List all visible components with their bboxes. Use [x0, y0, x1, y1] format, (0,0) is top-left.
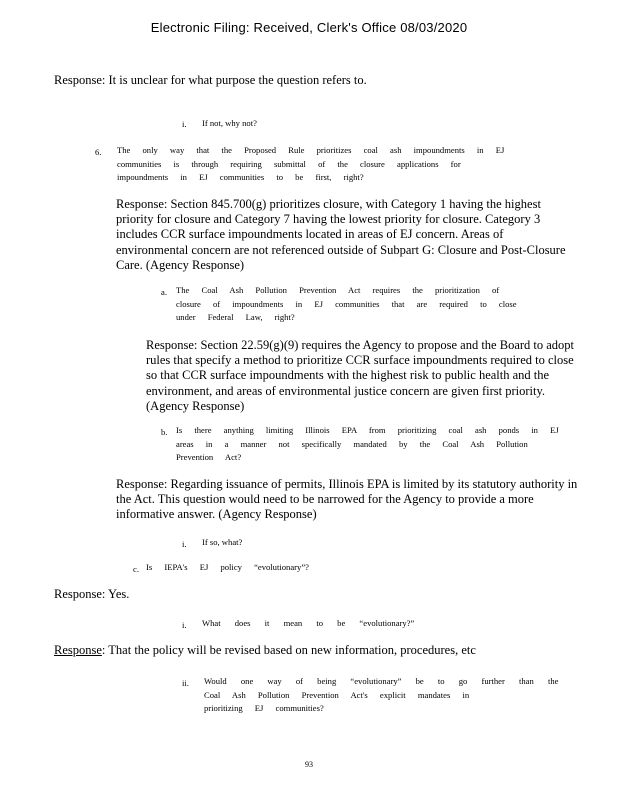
list-marker-i-2: i. [182, 539, 187, 549]
question-a-marker: a. [161, 287, 167, 297]
list-marker-ii: ii. [182, 678, 189, 688]
list-marker-i-3: i. [182, 620, 187, 630]
question-c: Is IEPA's EJ policy “evolutionary”? [146, 562, 309, 572]
question-b: Is there anything limiting Illinois EPA from prioritizing coal ash ponds in EJ areas in a manner not specifically mandated by the Coal Ash Pollution Prevention Act? [176, 425, 559, 462]
question-b-marker: b. [161, 427, 168, 437]
question-if-so: If so, what? [202, 537, 243, 547]
response-purpose: Response: It is unclear for what purpose the question refers to. [54, 73, 367, 87]
filing-header: Electronic Filing: Received, Clerk's Office 08/03/2020 [150, 20, 468, 35]
question-evolutionary-meaning: What does it mean to be “evolutionary?” [202, 618, 415, 628]
response-label: Response [54, 643, 102, 657]
response-yes: Response: Yes. [54, 587, 130, 601]
page-number: 93 [305, 760, 313, 769]
response-section-845: Response: Section 845.700(g) prioritizes closure, with Category 1 having the highest priority for closure and Category 7 having the lowest priority for closure. Category 3 includes CCR surface impoundments located in areas of EJ concern. Areas of environmental concern are not referenced outside of Subpart G: Closure and Post-Closure Care. (Agency Response) [116, 197, 566, 272]
response-revised-text: : That the policy will be revised based on new information, procedures, etc [101, 643, 476, 657]
question-6: The only way that the Proposed Rule prioritizes coal ash impoundments in EJ communities is through requiring submittal of the closure applications for impoundments in EJ communities to be first, right? [117, 145, 505, 182]
list-marker-i: i. [182, 119, 187, 129]
question-ii: Would one way of being “evolutionary” be to go further than the Coal Ash Pollution Prevention Act's explicit mandates in prioritizing EJ communities? [204, 676, 559, 713]
response-revised [54, 643, 476, 658]
question-if-not: If not, why not? [202, 118, 257, 128]
response-section-22-59: Response: Section 22.59(g)(9) requires the Agency to propose and the Board to adopt rules that specify a method to prioritize CCR surface impoundments required to close so that CCR surface impoundments with the highest risk to public health and the environment, and areas of environmental justice concern are given first priority. (Agency Response) [146, 338, 575, 413]
question-a: The Coal Ash Pollution Prevention Act requires the prioritization of closure of impoundments in EJ communities that are required to close under Federal Law, right? [176, 285, 517, 322]
response-permits: Response: Regarding issuance of permits, Illinois EPA is limited by its statutory authority in the Act. This question would need to be narrowed for the Agency to provide a more informative answer. (Agency Response) [116, 477, 578, 522]
question-6-number: 6. [95, 147, 102, 157]
question-c-marker: c. [133, 564, 139, 574]
